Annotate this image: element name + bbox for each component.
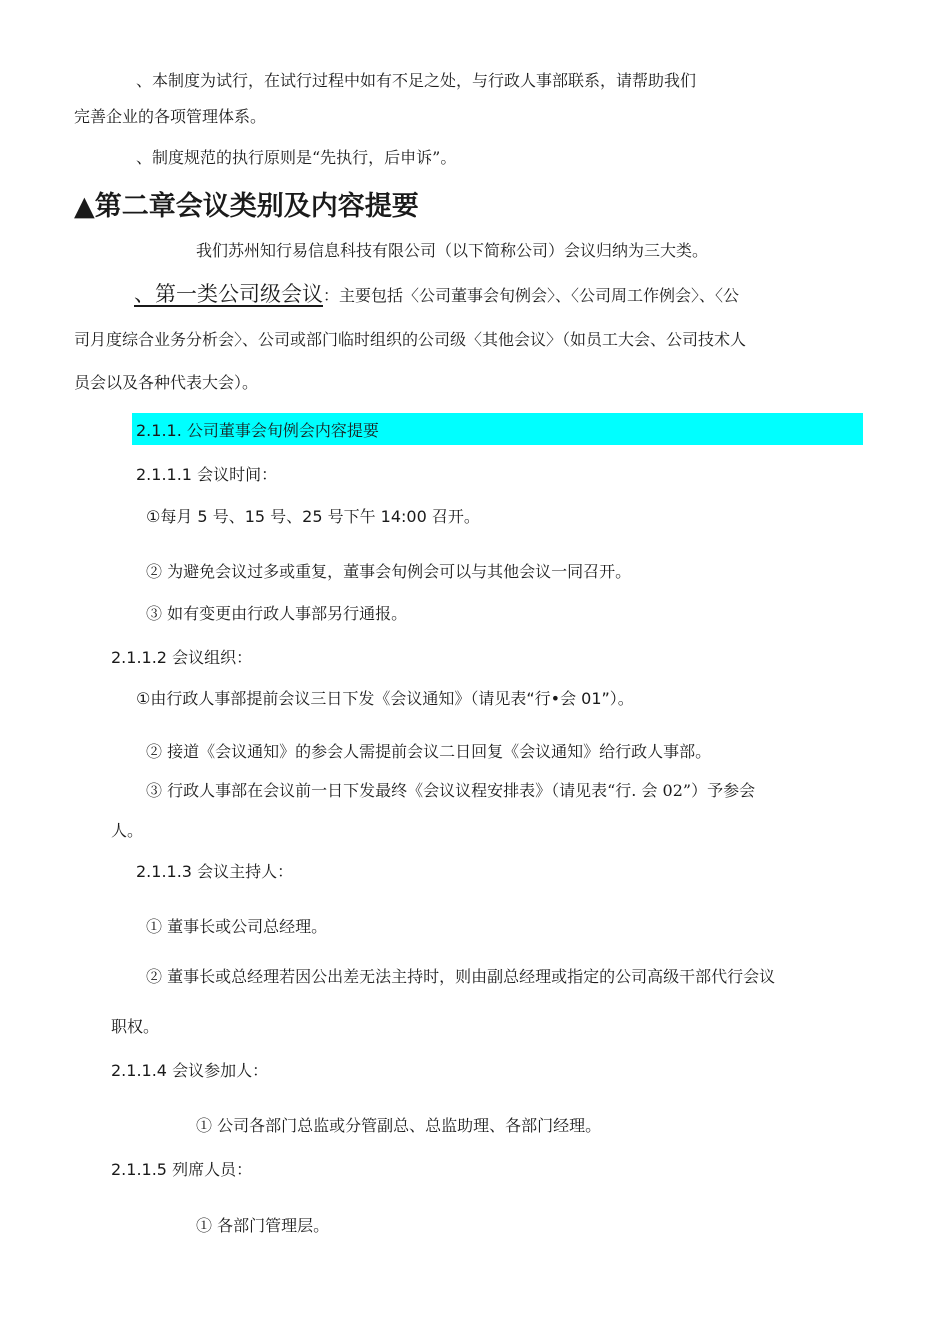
time-item-3: ③ 如有变更由行政人事部另行通报。 xyxy=(146,604,408,623)
intro-paragraph-2: 、制度规范的执行原则是“先执行，后申诉”。 xyxy=(136,148,457,167)
host-item-2: ② 董事长或总经理若因公出差无法主持时，则由副总经理或指定的公司高级干部代行会议 xyxy=(146,967,776,986)
organization-item-3: ③ 行政人事部在会议前一日下发最终《会议议程安排表》（请见表“行. 会 02”）予参会 xyxy=(146,781,756,800)
chapter-summary: 我们苏州知行易信息科技有限公司（以下简称公司）会议归纳为三大类。 xyxy=(196,241,709,260)
category-1-line-2: 司月度综合业务分析会〉、公司或部门临时组织的公司级〈其他会议〉（如员工大会、公司技术人 xyxy=(74,330,747,349)
observers-heading: 2.1.1.5 列席人员： xyxy=(111,1160,253,1179)
time-heading: 2.1.1.1 会议时间： xyxy=(136,465,278,484)
time-item-2: ② 为避免会议过多或重复，董事会旬例会可以与其他会议一同召开。 xyxy=(146,562,632,581)
time-item-1: ①每月 5 号、15 号、25 号下午 14:00 召开。 xyxy=(146,507,480,526)
category-1-line-1 xyxy=(134,283,739,307)
host-item-2-continued: 职权。 xyxy=(111,1017,160,1036)
chapter-title: ▲第二章会议类别及内容提要 xyxy=(74,191,419,222)
category-1-description: ：主要包括〈公司董事会旬例会〉、〈公司周工作例会〉、〈公 xyxy=(323,286,740,305)
host-heading: 2.1.1.3 会议主持人： xyxy=(136,862,294,881)
category-1-title: 、第一类公司级会议 xyxy=(134,282,323,306)
section-title-highlight xyxy=(132,413,863,445)
attendees-heading: 2.1.1.4 会议参加人： xyxy=(111,1061,269,1080)
organization-heading: 2.1.1.2 会议组织： xyxy=(111,648,253,667)
intro-paragraph-1-line-2: 完善企业的各项管理体系。 xyxy=(74,107,267,126)
observers-item-1: ① 各部门管理层。 xyxy=(196,1216,330,1235)
intro-paragraph-1-line-1: 、本制度为试行，在试行过程中如有不足之处，与行政人事部联系，请帮助我们 xyxy=(136,71,697,90)
category-1-line-3: 员会以及各种代表大会）。 xyxy=(74,373,259,392)
attendees-item-1: ① 公司各部门总监或分管副总、总监助理、各部门经理。 xyxy=(196,1116,602,1135)
organization-item-3-continued: 人。 xyxy=(111,821,144,840)
section-title: 2.1.1. 公司董事会旬例会内容提要 xyxy=(136,421,379,440)
organization-item-2: ② 接道《会议通知》的参会人需提前会议二日回复《会议通知》给行政人事部。 xyxy=(146,742,712,761)
organization-item-1: ①由行政人事部提前会议三日下发《会议通知》（请见表“行•会 01”）。 xyxy=(136,689,634,708)
host-item-1: ① 董事长或公司总经理。 xyxy=(146,917,328,936)
